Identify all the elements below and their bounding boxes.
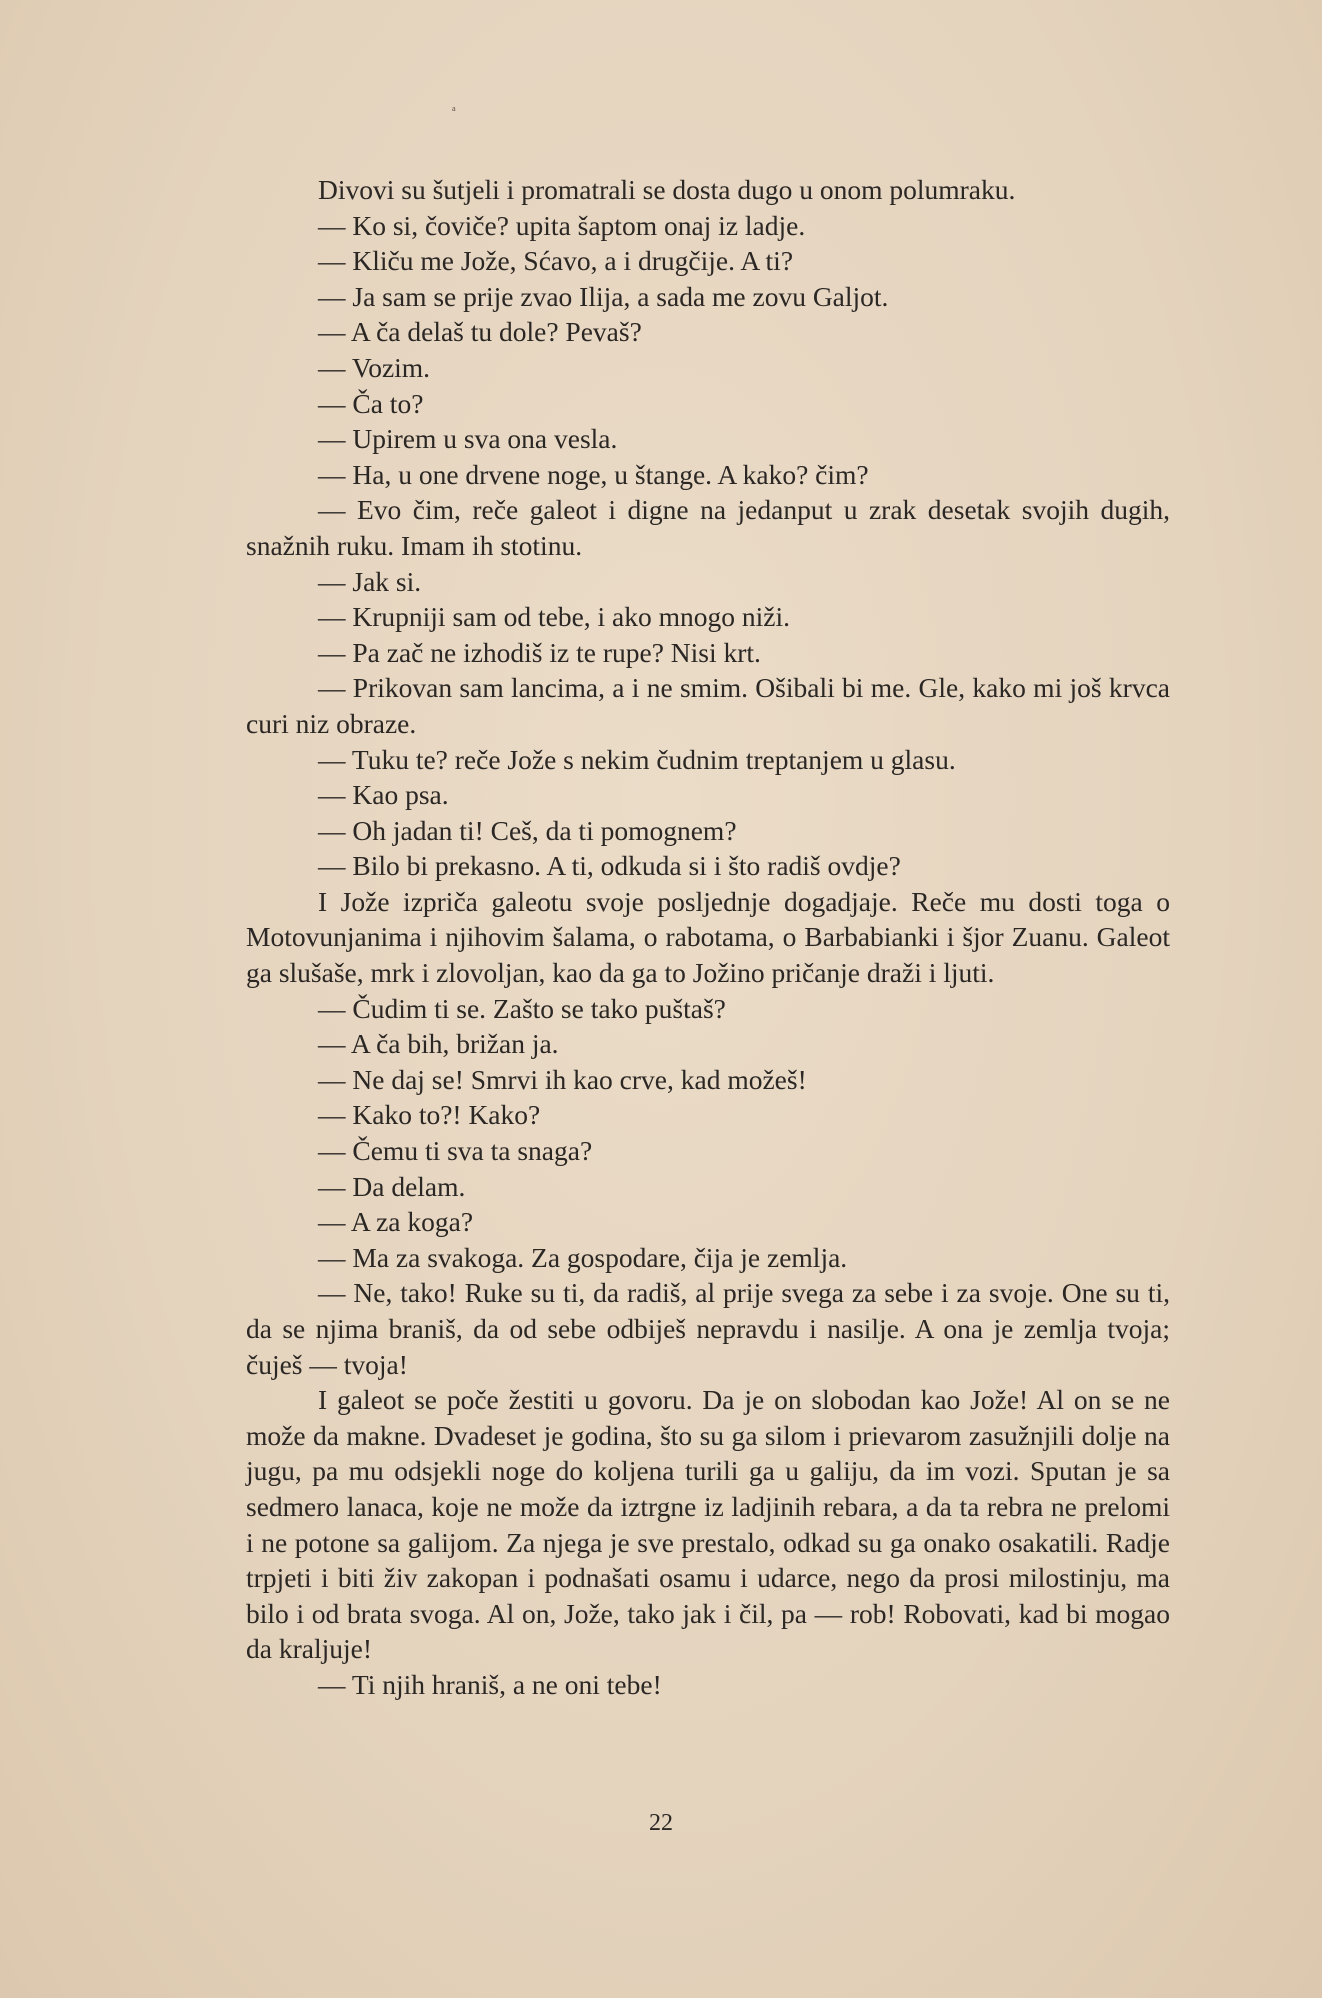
- paragraph: — Ha, u one drvene noge, u štange. A kako? čim?: [318, 458, 869, 490]
- paragraph: I galeot se poče žestiti u govoru. Da je on slobodan kao Jože! Al on se ne može da makne. Dvadeset je godina, što su ga silom i prievarom zasužnjili dolje na jugu, pa mu odsjekli noge do koljena turili ga u galiju, da im vozi. Sputan je sa sedmero lanaca, koje ne može da iztrgne iz ladjinih rebara, a da ta rebra ne prelomi i ne potone sa galijom. Za njega je sve prestalo, odkad su ga onako osakatili. Radje trpjeti i biti živ zakopan i podnašati osamu i udarce, nego da prosi milostinju, ma bilo i od brata svoga. Al on, Jože, tako jak i čil, pa — rob! Robovati, kad bi mogao da kraljuje!: [246, 1384, 1170, 1665]
- paragraph: — Ne daj se! Smrvi ih kao crve, kad možeš!: [318, 1063, 807, 1095]
- paragraph: — Ko si, čoviče? upita šaptom onaj iz ladje.: [318, 209, 806, 241]
- paragraph: — Tuku te? reče Jože s nekim čudnim treptanjem u glasu.: [318, 743, 956, 775]
- paragraph: — Prikovan sam lancima, a i ne smim. Ošibali bi me. Gle, kako mi još krvca curi niz obraze.: [246, 672, 1170, 739]
- paragraph: — Čudim ti se. Zašto se tako puštaš?: [318, 992, 726, 1024]
- paragraph: — A za koga?: [318, 1206, 474, 1238]
- paragraph: Divovi su šutjeli i promatrali se dosta dugo u onom polumraku.: [318, 174, 1016, 205]
- paragraph: — Pa zač ne izhodiš iz te rupe? Nisi krt.: [318, 636, 761, 668]
- paragraph: — Ne, tako! Ruke su ti, da radiš, al prije svega za sebe i za svoje. One su ti, da se njima braniš, da od sebe odbiješ nepravdu i nasilje. A ona je zemlja tvoja; čuješ — tvoja!: [246, 1277, 1170, 1380]
- paragraph: — Čemu ti sva ta snaga?: [318, 1135, 593, 1167]
- page-text: [246, 172, 1170, 1703]
- paragraph: — Vozim.: [318, 351, 431, 383]
- paragraph: — Ča to?: [318, 387, 424, 419]
- paragraph: — Bilo bi prekasno. A ti, odkuda si i što radiš ovdje?: [318, 850, 901, 882]
- paragraph: — Kliču me Jože, Sćavo, a i drugčije. A ti?: [318, 245, 794, 277]
- paragraph: — Krupniji sam od tebe, i ako mnogo niži.: [318, 601, 791, 633]
- paragraph: — Jak si.: [318, 565, 422, 597]
- paragraph: — Kao psa.: [318, 779, 449, 811]
- page-number: 22: [649, 1810, 673, 1836]
- paragraph: — Oh jadan ti! Ceš, da ti pomognem?: [318, 814, 737, 846]
- top-mark: ᵃ: [452, 104, 456, 119]
- paragraph: — Ma za svakoga. Za gospodare, čija je zemlja.: [318, 1241, 848, 1273]
- paragraph: — Evo čim, reče galeot i digne na jedanput u zrak desetak svojih dugih, snažnih ruku. Imam ih stotinu.: [246, 494, 1170, 561]
- paragraph: — Ja sam se prije zvao Ilija, a sada me zovu Galjot.: [318, 280, 889, 312]
- paragraph: — A ča bih, brižan ja.: [318, 1028, 559, 1060]
- paragraph: I Jože izpriča galeotu svoje posljednje dogadjaje. Reče mu dosti toga o Motovunjanima i njihovim šalama, o rabotama, o Barbabianki i šjor Zuanu. Galeot ga slušaše, mrk i zlovoljan, kao da ga to Jožino pričanje draži i ljuti.: [246, 885, 1170, 989]
- paragraph: — A ča delaš tu dole? Pevaš?: [318, 316, 642, 348]
- paragraph: — Da delam.: [318, 1170, 466, 1202]
- paragraph: — Upirem u sva ona vesla.: [318, 423, 618, 455]
- paragraph: — Ti njih hraniš, a ne oni tebe!: [318, 1668, 662, 1700]
- paragraph: — Kako to?! Kako?: [318, 1099, 541, 1131]
